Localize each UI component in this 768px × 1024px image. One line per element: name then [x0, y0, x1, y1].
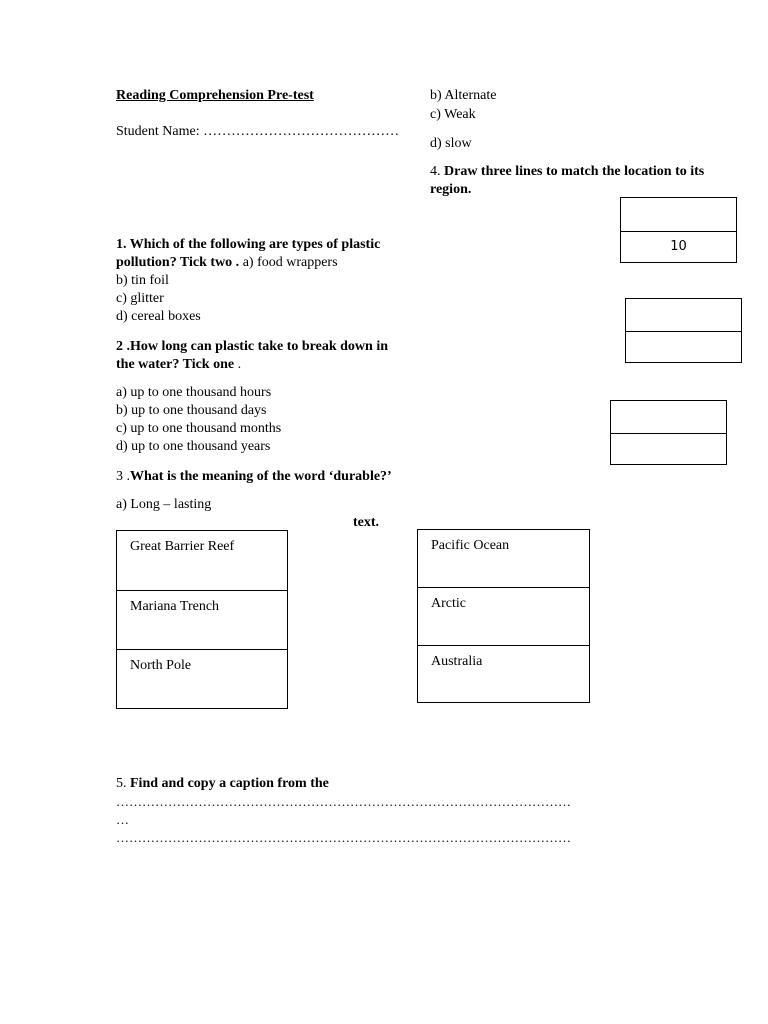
location-cell	[117, 590, 287, 649]
score-box-bottom	[621, 231, 736, 264]
q2-option-c: c) up to one thousand months	[116, 421, 282, 436]
q1-prompt-line2	[116, 254, 338, 272]
student-name-label: Student Name:	[116, 124, 200, 139]
q4-prompt-text1: Draw three lines to match the location to its	[444, 164, 705, 179]
q2-prompt-text1: How long can plastic take to break down in	[130, 339, 388, 354]
q4-prompt-line2: region.	[430, 182, 472, 197]
stray-text: text.	[353, 515, 380, 530]
location-cell	[117, 531, 287, 590]
q2-option-d: d) up to one thousand years	[116, 439, 271, 454]
score-value: 10	[670, 239, 687, 254]
q1-prompt-line1	[116, 236, 380, 254]
regions-table	[417, 529, 590, 703]
q1-option-d: d) cereal boxes	[116, 309, 201, 324]
q4-number: 4.	[430, 164, 441, 179]
q2-option-b: b) up to one thousand days	[116, 403, 267, 418]
region-label: Australia	[431, 654, 483, 669]
answer-box-2[interactable]	[625, 298, 742, 363]
location-label: Great Barrier Reef	[130, 539, 235, 554]
q3-option-a: a) Long – lasting	[116, 497, 212, 512]
q1-option-c: c) glitter	[116, 291, 164, 306]
score-box-top	[621, 198, 736, 231]
q3-prompt	[116, 468, 392, 486]
locations-table	[116, 530, 288, 709]
q1-option-a: a) food wrappers	[242, 255, 338, 270]
q5-prompt-text: Find and copy a caption from the	[130, 776, 329, 791]
q2-prompt-line2	[116, 356, 241, 374]
answer-box-3-bottom[interactable]	[611, 433, 726, 466]
q5-answer-line-2[interactable]: ……………………………………………………………………………………………	[116, 830, 571, 845]
region-label: Pacific Ocean	[431, 538, 510, 553]
answer-box-3-top[interactable]	[611, 401, 726, 433]
student-name-blank: ……………………………………	[203, 124, 400, 139]
score-box	[620, 197, 737, 263]
location-label: North Pole	[130, 658, 192, 673]
q2-prompt-text2: the water? Tick one	[116, 357, 235, 372]
q3-option-c: c) Weak	[430, 107, 476, 122]
q1-option-b: b) tin foil	[116, 273, 169, 288]
q5-number: 5.	[116, 776, 127, 791]
q1-prompt-text1: Which of the following are types of plastic	[129, 237, 381, 252]
q5-answer-line-1[interactable]: ……………………………………………………………………………………………	[116, 794, 571, 809]
q3-option-b: b) Alternate	[430, 88, 497, 103]
q2-prompt-line1	[116, 338, 388, 356]
q3-option-d: d) slow	[430, 136, 472, 151]
q4-prompt-line1	[430, 163, 704, 181]
student-name-row	[116, 123, 399, 141]
q3-number: 3 .	[116, 469, 130, 484]
q3-prompt-text: What is the meaning of the word ‘durable?’	[130, 469, 392, 484]
answer-box-2-bottom[interactable]	[626, 331, 741, 364]
region-label: Arctic	[431, 596, 466, 611]
q2-number: 2 .	[116, 339, 130, 354]
q1-number: 1.	[116, 237, 127, 252]
location-label: Mariana Trench	[130, 599, 220, 614]
region-cell	[418, 645, 589, 704]
answer-box-2-top[interactable]	[626, 299, 741, 331]
region-cell	[418, 587, 589, 645]
location-cell	[117, 649, 287, 710]
q5-answer-line-1-tail: …	[116, 812, 129, 827]
q5-prompt	[116, 775, 329, 793]
region-cell	[418, 530, 589, 587]
q1-prompt-text2: pollution? Tick two .	[116, 255, 240, 270]
page-title: Reading Comprehension Pre-test	[116, 88, 314, 103]
q2-option-a: a) up to one thousand hours	[116, 385, 272, 400]
answer-box-3[interactable]	[610, 400, 727, 465]
q2-prompt-end: .	[237, 357, 242, 372]
